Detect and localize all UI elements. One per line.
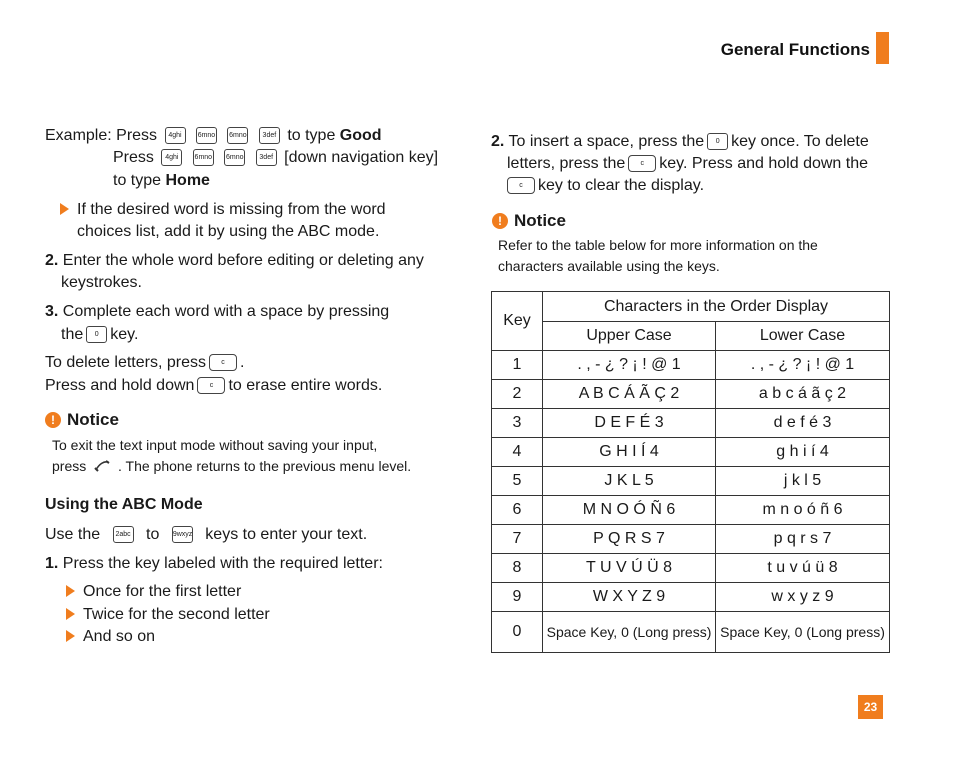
sub-bullet-text: And so on: [83, 628, 156, 645]
abc-mode-heading: Using the ABC Mode: [45, 496, 203, 513]
press-text: Press: [113, 149, 154, 166]
key-3-icon: 3def: [259, 127, 280, 144]
exclamation-icon: !: [492, 213, 508, 229]
delete-text: To delete letters, press: [45, 354, 206, 371]
key-6-icon: 6mno: [227, 127, 248, 144]
section-accent-bar: [876, 32, 889, 64]
item-text: Press the key labeled with the required letter:: [62, 555, 383, 572]
key-9-icon: 9wxyz: [172, 526, 193, 543]
upper-cell: D E F É 3: [543, 409, 716, 438]
item-text: Complete each word with a space by pressing: [62, 303, 390, 320]
key-cell: 6: [492, 496, 543, 525]
example-line-3: [113, 170, 210, 192]
upper-cell: . , - ¿ ? ¡ ! @ 1: [543, 351, 716, 380]
notice-text-line1: To exit the text input mode without saving your input,: [52, 437, 378, 453]
item-text: key.: [110, 326, 139, 343]
notice-text-line1: Refer to the table below for more information on the: [498, 237, 818, 253]
key-6-icon: 6mno: [196, 127, 217, 144]
upper-cell: T U V Ú Ü 8: [543, 554, 716, 583]
upper-cell: J K L 5: [543, 467, 716, 496]
sub-bullet-text: Once for the first letter: [83, 583, 242, 600]
example-line-2: [113, 147, 438, 169]
lower-cell: t u v ú ü 8: [716, 554, 890, 583]
arrow-bullet-icon: [66, 608, 75, 620]
item-text: To insert a space, press the: [508, 133, 705, 150]
use-text: keys to enter your text.: [205, 526, 368, 543]
sub-bullet: [66, 581, 241, 603]
key-2-icon: 2abc: [113, 526, 134, 543]
lower-cell: j k l 5: [716, 467, 890, 496]
list-item-3-line2: [61, 324, 138, 346]
table-header-lower: Lower Case: [716, 322, 890, 351]
item-text: key. Press and hold down the: [659, 155, 868, 172]
key-cell: 5: [492, 467, 543, 496]
section-title: General Functions: [720, 40, 870, 59]
item-text: letters, press the: [507, 155, 626, 172]
key-cell: 2: [492, 380, 543, 409]
list-item-2-line2: keystrokes.: [61, 274, 142, 291]
lower-cell: m n o ó ñ 6: [716, 496, 890, 525]
lower-cell: a b c á ã ç 2: [716, 380, 890, 409]
key-cell: 0: [492, 612, 543, 653]
notice-text: . The phone returns to the previous menu level.: [118, 458, 412, 474]
arrow-bullet-icon: [66, 630, 75, 642]
key-cell: 7: [492, 525, 543, 554]
to-type-text: to type: [287, 127, 336, 144]
bullet-text: If the desired word is missing from the word: [77, 201, 386, 218]
table-row: [492, 351, 890, 380]
lower-cell: Space Key, 0 (Long press): [716, 612, 890, 653]
upper-cell: Space Key, 0 (Long press): [543, 612, 716, 653]
notice-title: Notice: [67, 410, 119, 429]
notice-text-line2: characters available using the keys.: [498, 258, 720, 274]
table-row: [492, 467, 890, 496]
notice-title: Notice: [514, 211, 566, 230]
key-cell: 1: [492, 351, 543, 380]
key-6-icon: 6mno: [193, 149, 214, 166]
bullet-missing-word-line2: choices list, add it by using the ABC mode.: [77, 223, 380, 240]
sub-bullet: [66, 604, 270, 626]
upper-cell: W X Y Z 9: [543, 583, 716, 612]
erase-words-line: [45, 375, 382, 397]
down-nav-text: [down navigation key]: [284, 149, 439, 166]
item-text: key once. To delete: [731, 133, 869, 150]
table-row: [492, 409, 890, 438]
right-item-2: [491, 131, 869, 153]
table-row: [492, 438, 890, 467]
sub-bullet-text: Twice for the second letter: [83, 606, 270, 623]
right-item-2-line2: [507, 153, 868, 175]
key-cell: 3: [492, 409, 543, 438]
right-item-2-line3: [507, 175, 704, 197]
table-header-upper: Upper Case: [543, 322, 716, 351]
list-item-3: [45, 301, 389, 323]
key-cell: 8: [492, 554, 543, 583]
upper-cell: M N O Ó Ñ 6: [543, 496, 716, 525]
notice-heading-right: [492, 211, 566, 231]
upper-cell: G H I Í 4: [543, 438, 716, 467]
delete-letters-line: [45, 352, 244, 374]
table-row: [492, 380, 890, 409]
lower-cell: p q r s 7: [716, 525, 890, 554]
page-number: 23: [858, 695, 883, 719]
use-text: to: [146, 526, 160, 543]
example-label: Example: Press: [45, 127, 158, 144]
clear-key-icon: c: [628, 155, 656, 172]
arrow-bullet-icon: [66, 585, 75, 597]
table-row: [492, 525, 890, 554]
to-type-text: to type: [113, 172, 162, 189]
clear-key-icon: c: [209, 354, 237, 371]
use-text: Use the: [45, 526, 101, 543]
use-keys-line: [45, 524, 367, 546]
upper-cell: P Q R S 7: [543, 525, 716, 554]
key-4-icon: 4ghi: [161, 149, 182, 166]
table-header-characters: Characters in the Order Display: [543, 292, 890, 322]
step-1: [45, 553, 383, 575]
table-header-key: Key: [492, 292, 543, 351]
clear-key-icon: c: [507, 177, 535, 194]
lower-cell: g h i í 4: [716, 438, 890, 467]
example-line-1: [45, 125, 382, 147]
word-home: Home: [165, 172, 210, 189]
sub-bullet: [66, 626, 155, 648]
item-number: 3.: [45, 303, 59, 320]
key-0-space-icon: 0: [86, 326, 107, 343]
upper-cell: A B C Á Ã Ç 2: [543, 380, 716, 409]
clear-key-icon: c: [197, 377, 225, 394]
arrow-bullet-icon: [60, 203, 69, 215]
lower-cell: . , - ¿ ? ¡ ! @ 1: [716, 351, 890, 380]
key-3-icon: 3def: [256, 149, 277, 166]
delete-text-end: .: [239, 354, 245, 371]
hold-text-end: to erase entire words.: [228, 377, 383, 394]
notice-text: press: [52, 458, 87, 474]
notice-text-line2: [52, 456, 411, 477]
lower-cell: w x y z 9: [716, 583, 890, 612]
table-row: [492, 612, 890, 653]
key-cell: 4: [492, 438, 543, 467]
lower-cell: d e f é 3: [716, 409, 890, 438]
item-text: key to clear the display.: [538, 177, 705, 194]
word-good: Good: [339, 127, 382, 144]
table-row: [492, 583, 890, 612]
key-cell: 9: [492, 583, 543, 612]
notice-heading-left: [45, 410, 119, 430]
key-4-icon: 4ghi: [165, 127, 186, 144]
key-6-icon: 6mno: [224, 149, 245, 166]
bullet-missing-word: [60, 199, 386, 221]
table-row: [492, 554, 890, 583]
hold-text: Press and hold down: [45, 377, 195, 394]
item-number: 2.: [45, 252, 59, 269]
character-table: [491, 291, 890, 653]
item-text: Enter the whole word before editing or deleting any: [62, 252, 424, 269]
item-number: 1.: [45, 555, 59, 572]
list-item-2: [45, 250, 424, 272]
item-number: 2.: [491, 133, 505, 150]
end-call-key-icon: [92, 458, 112, 474]
item-text: the: [61, 326, 84, 343]
key-0-space-icon: 0: [707, 133, 728, 150]
exclamation-icon: !: [45, 412, 61, 428]
table-row: [492, 496, 890, 525]
